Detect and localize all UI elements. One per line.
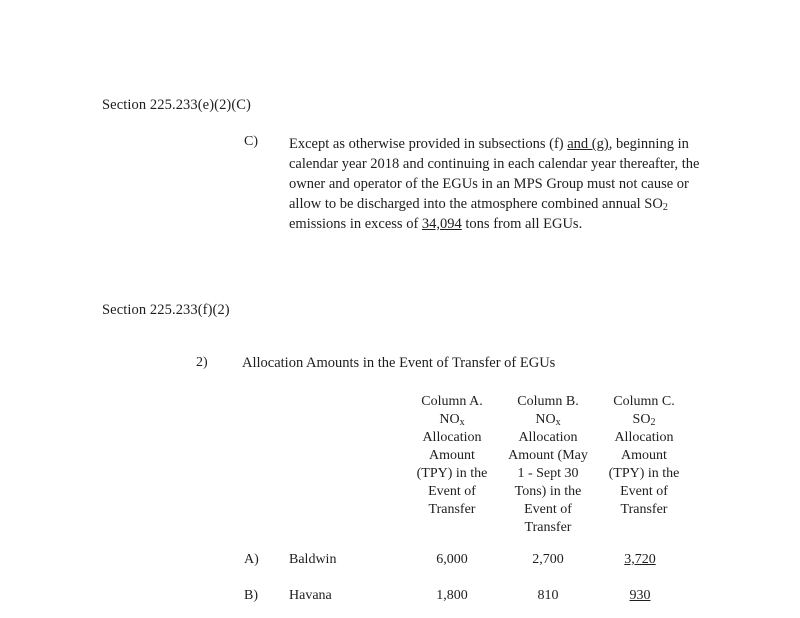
- column-a-line: Amount: [429, 448, 475, 463]
- column-b-pollutant: [498, 411, 598, 429]
- row-name-havana: Havana: [289, 588, 332, 603]
- column-a-line: Transfer: [428, 502, 476, 517]
- cell-havana-col-c: 930: [629, 588, 651, 603]
- item-title: Allocation Amounts in the Event of Transfer of EGUs: [242, 355, 556, 371]
- column-a-pollutant: [402, 411, 502, 429]
- para-text-a: Except as otherwise provided in subsections (f): [289, 136, 568, 152]
- underlined-and-g: and (g): [567, 136, 609, 152]
- column-c-pollutant-base: SO: [632, 412, 651, 427]
- column-c-line: Event of: [620, 484, 668, 499]
- column-b-line: Amount (May: [508, 448, 588, 463]
- column-header-b: [498, 393, 598, 537]
- column-c-title: Column C.: [613, 394, 675, 409]
- row-label-a: A): [244, 552, 259, 567]
- column-c-pollutant-sub: 2: [650, 417, 656, 428]
- column-c-line: Amount: [621, 448, 667, 463]
- cell-baldwin-col-a: 6,000: [436, 552, 468, 567]
- underlined-tons-value: 34,094: [421, 216, 462, 232]
- section-heading-e2c: Section 225.233(e)(2)(C): [102, 97, 251, 113]
- column-c-line: Transfer: [620, 502, 668, 517]
- column-b-line: Tons) in the: [514, 484, 582, 499]
- column-b-line: Allocation: [518, 430, 578, 445]
- cell-baldwin-col-c: 3,720: [624, 552, 656, 567]
- subsection-c-paragraph: [289, 134, 709, 234]
- para-text-c: emissions in excess of: [289, 216, 422, 232]
- column-a-line: Allocation: [422, 430, 482, 445]
- column-b-pollutant-sub: x: [555, 417, 561, 428]
- so2-subscript: 2: [662, 202, 668, 213]
- column-c-line: (TPY) in the: [608, 466, 680, 481]
- cell-baldwin-col-b: 2,700: [532, 552, 564, 567]
- column-a-line: (TPY) in the: [416, 466, 488, 481]
- section-heading-f2: Section 225.233(f)(2): [102, 302, 230, 318]
- column-b-pollutant-base: NO: [535, 412, 556, 427]
- para-text-d: tons from all EGUs.: [461, 216, 583, 232]
- subsection-label-c: C): [244, 134, 258, 149]
- column-a-pollutant-base: NO: [439, 412, 460, 427]
- column-b-title: Column B.: [517, 394, 579, 409]
- cell-havana-col-a: 1,800: [436, 588, 468, 603]
- column-b-line: 1 - Sept 30: [517, 466, 579, 481]
- column-a-title: Column A.: [421, 394, 483, 409]
- column-c-line: Allocation: [614, 430, 674, 445]
- column-b-line: Event of: [524, 502, 572, 517]
- row-label-b: B): [244, 588, 258, 603]
- column-c-pollutant: [594, 411, 694, 429]
- row-name-baldwin: Baldwin: [289, 552, 337, 567]
- cell-havana-col-b: 810: [537, 588, 559, 603]
- para-text-b: , beginning in calendar year 2018 and continuing in each calendar year thereafter, the owner and operator of the EGUs in an MPS Group must not cause or allow to be discharged into the atmosphere combined annual SO: [289, 136, 700, 212]
- column-header-c: [594, 393, 694, 519]
- item-number: 2): [196, 355, 208, 370]
- column-a-pollutant-sub: x: [459, 417, 465, 428]
- column-b-line: Transfer: [524, 520, 572, 535]
- column-a-line: Event of: [428, 484, 476, 499]
- column-header-a: [402, 393, 502, 519]
